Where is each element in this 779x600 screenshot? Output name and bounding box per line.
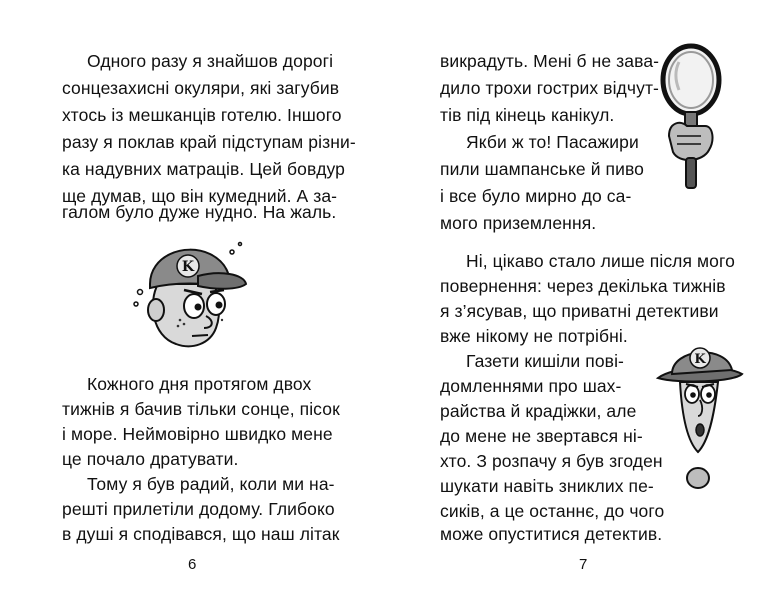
text-line: сиків, а це останнє, до чого bbox=[440, 501, 665, 521]
text-line: решті прилетіли додому. Глибоко bbox=[62, 499, 335, 519]
text-line: домленнями про шах- bbox=[440, 376, 622, 396]
text-line: до мене не звертався ні- bbox=[440, 426, 643, 446]
text-line: і все було мирно до са- bbox=[440, 186, 632, 206]
text-line: Газети кишіли пові- bbox=[466, 351, 624, 371]
text-line: шукати навіть зниклих пе- bbox=[440, 476, 654, 496]
text-line: повернення: через декілька тижнів bbox=[440, 276, 726, 296]
text-line: Одного разу я знайшов дорогі bbox=[87, 51, 334, 71]
text-line: разу я поклав край підступам різни- bbox=[62, 132, 356, 152]
text-line: Якби ж то! Пасажири bbox=[466, 132, 639, 152]
magnifying-glass-illustration bbox=[651, 40, 731, 192]
text-line: викрадуть. Мені б не зава- bbox=[440, 51, 660, 71]
left-page bbox=[0, 0, 389, 600]
text-line: хто. З розпачу я був згоден bbox=[440, 451, 663, 471]
text-line: тижнів я бачив тільки сонце, пісок bbox=[62, 399, 340, 419]
text-line: і море. Неймовірно швидко мене bbox=[62, 424, 333, 444]
cap-letter: K bbox=[694, 352, 706, 367]
cap-letter: K bbox=[181, 259, 195, 275]
text-line: в душі я сподівався, що наш літак bbox=[62, 524, 340, 544]
text-line: Тому я був радий, коли ми на- bbox=[87, 474, 335, 494]
text-line: дило трохи гострих відчут- bbox=[440, 78, 659, 98]
right-page bbox=[389, 0, 779, 600]
text-line: Кожного дня протягом двох bbox=[87, 374, 312, 394]
text-line: сонцезахисні окуляри, які загубив bbox=[62, 78, 340, 98]
text-line: тів під кінець канікул. bbox=[440, 105, 615, 125]
text-line: галом було дуже нудно. На жаль. bbox=[62, 202, 337, 222]
text-line: ка надувних матраців. Цей бовдур bbox=[62, 159, 346, 179]
text-line: ще думав, що він кумедний. А за- bbox=[62, 186, 338, 206]
text-line: це почало дратувати. bbox=[62, 449, 239, 469]
text-line: пили шампанське й пиво bbox=[440, 159, 645, 179]
page-number: 7 bbox=[579, 556, 588, 573]
exclamation-character-illustration bbox=[654, 338, 746, 498]
text-line: хтось із мешканців готелю. Іншого bbox=[62, 105, 342, 125]
text-line: може опуститися детектив. bbox=[440, 524, 663, 544]
text-line: Ні, цікаво стало лише після мого bbox=[466, 251, 735, 271]
boy-in-cap-illustration bbox=[128, 232, 253, 357]
text-line: я з’ясував, що приватні детективи bbox=[440, 301, 719, 321]
text-line: мого приземлення. bbox=[440, 213, 597, 233]
text-line: райства й крадіжки, але bbox=[440, 401, 637, 421]
text-line: вже нікому не потрібні. bbox=[440, 326, 628, 346]
page-number: 6 bbox=[188, 556, 197, 573]
